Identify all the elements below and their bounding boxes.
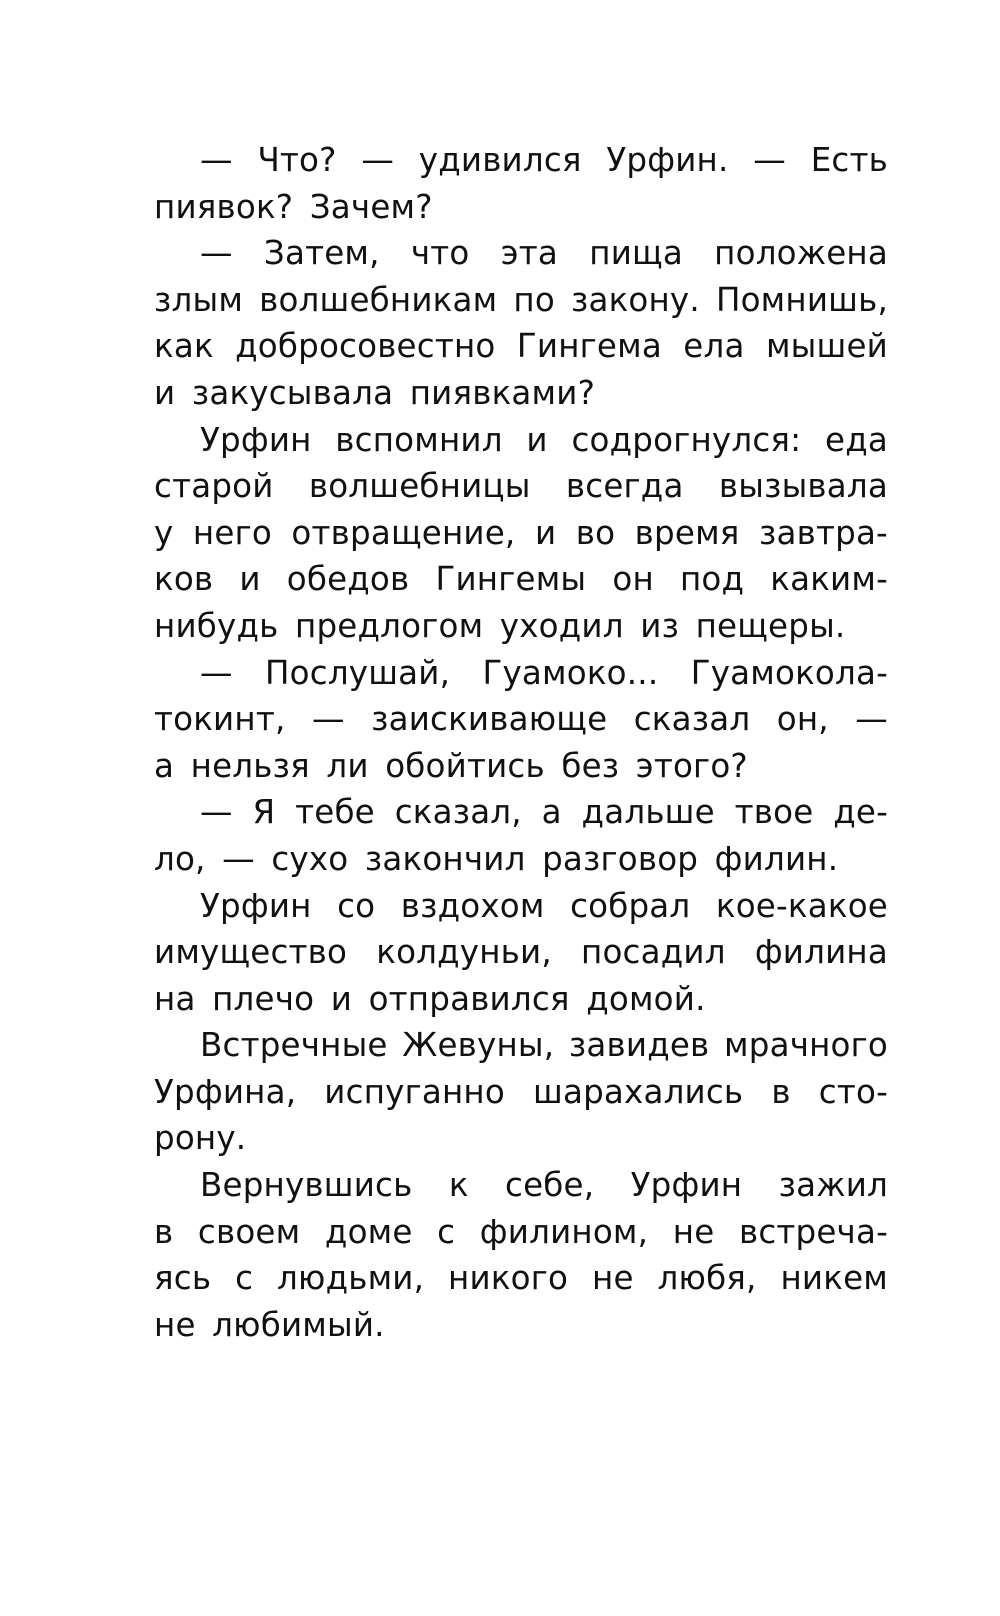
text-line: — Послушай, Гуамоко... Гуамокола-: [200, 653, 888, 692]
text-line: Урфина, испуганно шарахались в сто-: [154, 1072, 888, 1111]
text-line: как добросовестно Гингема ела мышей: [154, 327, 888, 366]
text-line: Вернувшись к себе, Урфин зажил: [200, 1166, 888, 1205]
text-line: а нельзя ли обойтись без этого?: [154, 746, 748, 785]
text-line: ло, — сухо закончил разговор филин.: [154, 839, 839, 878]
text-line: имущество колдуньи, посадил филина: [154, 933, 888, 972]
text-line: не любимый.: [154, 1305, 385, 1344]
text-line: токинт, — заискивающе сказал он, —: [154, 700, 888, 739]
text-line: рону.: [154, 1119, 247, 1158]
text-line: у него отвращение, и во время завтра-: [154, 513, 888, 552]
body-text: [154, 137, 888, 1348]
text-line: старой волшебницы всегда вызывала: [154, 467, 888, 506]
text-line: ков и обедов Гингемы он под каким-: [154, 560, 888, 599]
text-line: пиявок? Зачем?: [154, 187, 433, 226]
text-line: — Затем, что эта пища положена: [200, 234, 888, 273]
text-line: Урфин со вздохом собрал кое-какое: [200, 886, 888, 925]
text-line: ясь с людьми, никого не любя, никем: [154, 1259, 888, 1298]
text-line: в своем доме с филином, не встреча-: [154, 1212, 888, 1251]
text-line: на плечо и отправился домой.: [154, 979, 706, 1018]
text-line: Урфин вспомнил и содрогнулся: еда: [200, 420, 888, 459]
text-line: и закусывала пиявками?: [154, 373, 596, 412]
text-line: Встречные Жевуны, завидев мрачного: [200, 1026, 888, 1065]
text-line: — Я тебе сказал, а дальше твое де-: [200, 793, 888, 832]
text-line: нибудь предлогом уходил из пещеры.: [154, 606, 846, 645]
text-line: злым волшебникам по закону. Помнишь,: [154, 280, 888, 319]
text-line: — Что? — удивился Урфин. — Есть: [200, 141, 888, 179]
